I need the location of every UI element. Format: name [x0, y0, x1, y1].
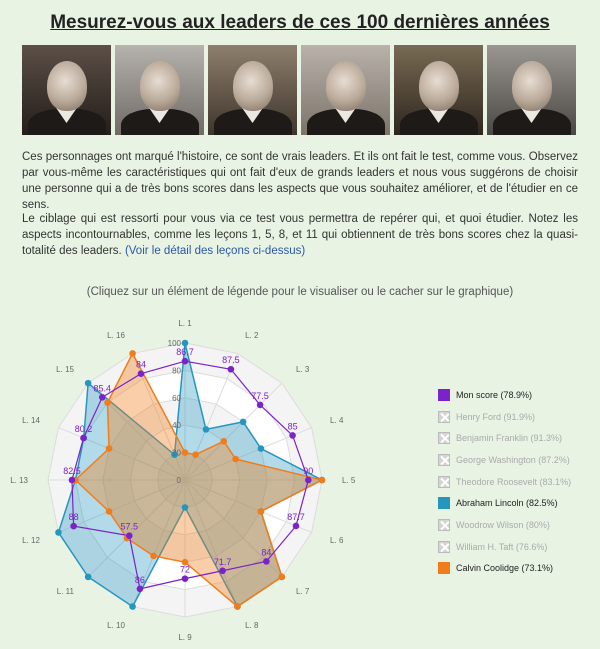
hidden-series-icon	[438, 519, 450, 531]
data-label: 72	[179, 564, 191, 575]
series-point	[258, 445, 265, 452]
series-point	[319, 477, 326, 484]
axis-label: L. 9	[178, 633, 192, 642]
data-label: 57.5	[120, 521, 139, 532]
legend-item[interactable]	[438, 406, 571, 428]
portrait-icon	[208, 45, 297, 135]
axis-label: L. 1	[178, 319, 192, 328]
radial-tick-label: 40	[172, 421, 181, 431]
intro-paragraph-2-text: Le ciblage qui est ressorti pour vous via ce test vous permettra de repérer qui, et quoi étudier. Notez les aspects incontournables, comme les leçons 1, 5, 8, et 11 qui obtiennent de très bons scores chez la quasi-totalité des leaders.	[22, 213, 578, 257]
data-label: 86.7	[176, 347, 194, 358]
axis-label: L. 3	[296, 364, 310, 374]
series-point	[55, 529, 62, 536]
data-label: 87.5	[222, 355, 240, 366]
legend-label: Woodrow Wilson (80%)	[456, 519, 550, 530]
legend-swatch	[438, 497, 450, 509]
intro-paragraph-1: Ces personnages ont marqué l'histoire, ce sont de vrais leaders. Et ils ont fait le test, comme vous. Observez par vous-même les caractéristiques qui ont fait d'eux de grands leaders et nous vous suggérons de choisir une personne qui a de très bons scores dans les aspects que vous souhaitez améliorer, et de l'étudier en ce sens.	[22, 151, 578, 211]
data-label: 88	[68, 512, 79, 523]
legend-label: George Washington (87.2%)	[456, 454, 570, 465]
axis-label: L. 12	[22, 536, 40, 546]
series-point	[228, 366, 235, 373]
series-point	[232, 456, 239, 463]
legend-item[interactable]	[438, 449, 571, 471]
axis-label: L. 8	[245, 621, 259, 631]
series-point	[203, 426, 210, 433]
series-point	[263, 558, 270, 565]
legend-item[interactable]	[438, 514, 571, 536]
legend-label: Benjamin Franklin (91.3%)	[456, 433, 563, 444]
series-point	[293, 523, 300, 530]
legend-label: Calvin Coolidge (73.1%)	[456, 563, 554, 574]
portrait-icon	[301, 45, 390, 135]
series-point	[129, 350, 136, 357]
legend-swatch	[438, 562, 450, 574]
series-point	[289, 432, 296, 439]
data-label: 80.2	[74, 423, 93, 434]
series-point	[106, 445, 113, 452]
axis-label: L. 14	[22, 415, 40, 425]
axis-label: L. 16	[107, 330, 125, 340]
axis-label: L. 11	[56, 587, 74, 597]
radial-tick-label: 60	[172, 393, 181, 403]
series-point	[69, 477, 76, 484]
intro-paragraph-2	[22, 211, 578, 259]
data-label: 82.5	[63, 466, 81, 476]
series-point	[99, 394, 106, 401]
axis-label: L. 4	[330, 415, 344, 425]
lessons-detail-link[interactable]: (Voir le détail des leçons ci-dessus)	[124, 245, 306, 257]
series-point	[279, 574, 286, 581]
legend-item[interactable]	[438, 471, 571, 493]
data-label: 71.7	[213, 556, 232, 567]
series-point	[182, 358, 189, 365]
series-point	[305, 477, 312, 484]
radial-tick-label: 80	[172, 366, 181, 376]
series-point	[234, 603, 241, 610]
legend-item[interactable]	[438, 558, 571, 580]
chart-legend	[438, 384, 571, 579]
data-label: 85.4	[93, 383, 112, 394]
axis-label: L. 2	[245, 330, 259, 340]
data-label: 77.5	[251, 390, 269, 401]
data-label: 84	[261, 547, 272, 558]
legend-label: Abraham Lincoln (82.5%)	[456, 498, 558, 509]
series-point	[129, 603, 136, 610]
data-label: 84	[135, 359, 146, 370]
data-label: 86	[134, 574, 145, 585]
series-point	[106, 508, 113, 515]
series-point	[150, 553, 157, 560]
legend-label: Theodore Roosevelt (83.1%)	[456, 476, 572, 487]
axis-label: L. 7	[296, 587, 310, 597]
hidden-series-icon	[438, 476, 450, 488]
chart-hint: (Cliquez sur un élément de légende pour le visualiser ou le cacher sur le graphique)	[86, 286, 514, 298]
radar-chart	[0, 300, 440, 649]
series-point	[258, 508, 265, 515]
series-point	[137, 586, 144, 593]
series-point	[182, 449, 189, 456]
series-point	[220, 438, 227, 445]
legend-label: Mon score (78.9%)	[456, 389, 533, 400]
axis-label: L. 15	[56, 364, 74, 374]
portrait-icon	[487, 45, 576, 135]
legend-item[interactable]	[438, 536, 571, 558]
radial-tick-label: 100	[167, 339, 181, 348]
series-point	[80, 435, 87, 442]
axis-label: L. 13	[10, 476, 28, 485]
series-point	[182, 575, 189, 582]
data-label: 90	[303, 466, 314, 476]
series-point	[85, 380, 92, 387]
portrait-strip	[22, 45, 576, 135]
series-point	[240, 419, 247, 426]
legend-item[interactable]	[438, 427, 571, 449]
hidden-series-icon	[438, 432, 450, 444]
portrait-icon	[22, 45, 111, 135]
series-point	[257, 402, 264, 409]
page-title: Mesurez-vous aux leaders de ces 100 dernières années	[50, 12, 550, 33]
radial-tick-label: 20	[172, 448, 181, 458]
legend-label: Henry Ford (91.9%)	[456, 411, 536, 422]
portrait-icon	[394, 45, 483, 135]
hidden-series-icon	[438, 454, 450, 466]
series-point	[219, 567, 226, 574]
radial-tick-label: 0	[176, 476, 181, 485]
hidden-series-icon	[438, 411, 450, 423]
data-label: 87.7	[287, 511, 305, 522]
series-point	[126, 532, 133, 539]
legend-label: William H. Taft (76.6%)	[456, 541, 548, 552]
legend-item[interactable]	[438, 492, 571, 514]
series-point	[182, 504, 189, 511]
hidden-series-icon	[438, 541, 450, 553]
axis-label: L. 6	[330, 536, 344, 546]
series-point	[70, 523, 77, 530]
series-point	[138, 370, 145, 377]
axis-label: L. 10	[107, 621, 125, 631]
axis-label: L. 5	[342, 476, 356, 485]
series-point	[104, 399, 111, 406]
series-point	[85, 574, 92, 581]
series-point	[182, 340, 189, 347]
legend-item[interactable]	[438, 384, 571, 406]
legend-swatch	[438, 389, 450, 401]
series-point	[192, 451, 199, 458]
portrait-icon	[115, 45, 204, 135]
data-label: 85	[287, 421, 298, 432]
